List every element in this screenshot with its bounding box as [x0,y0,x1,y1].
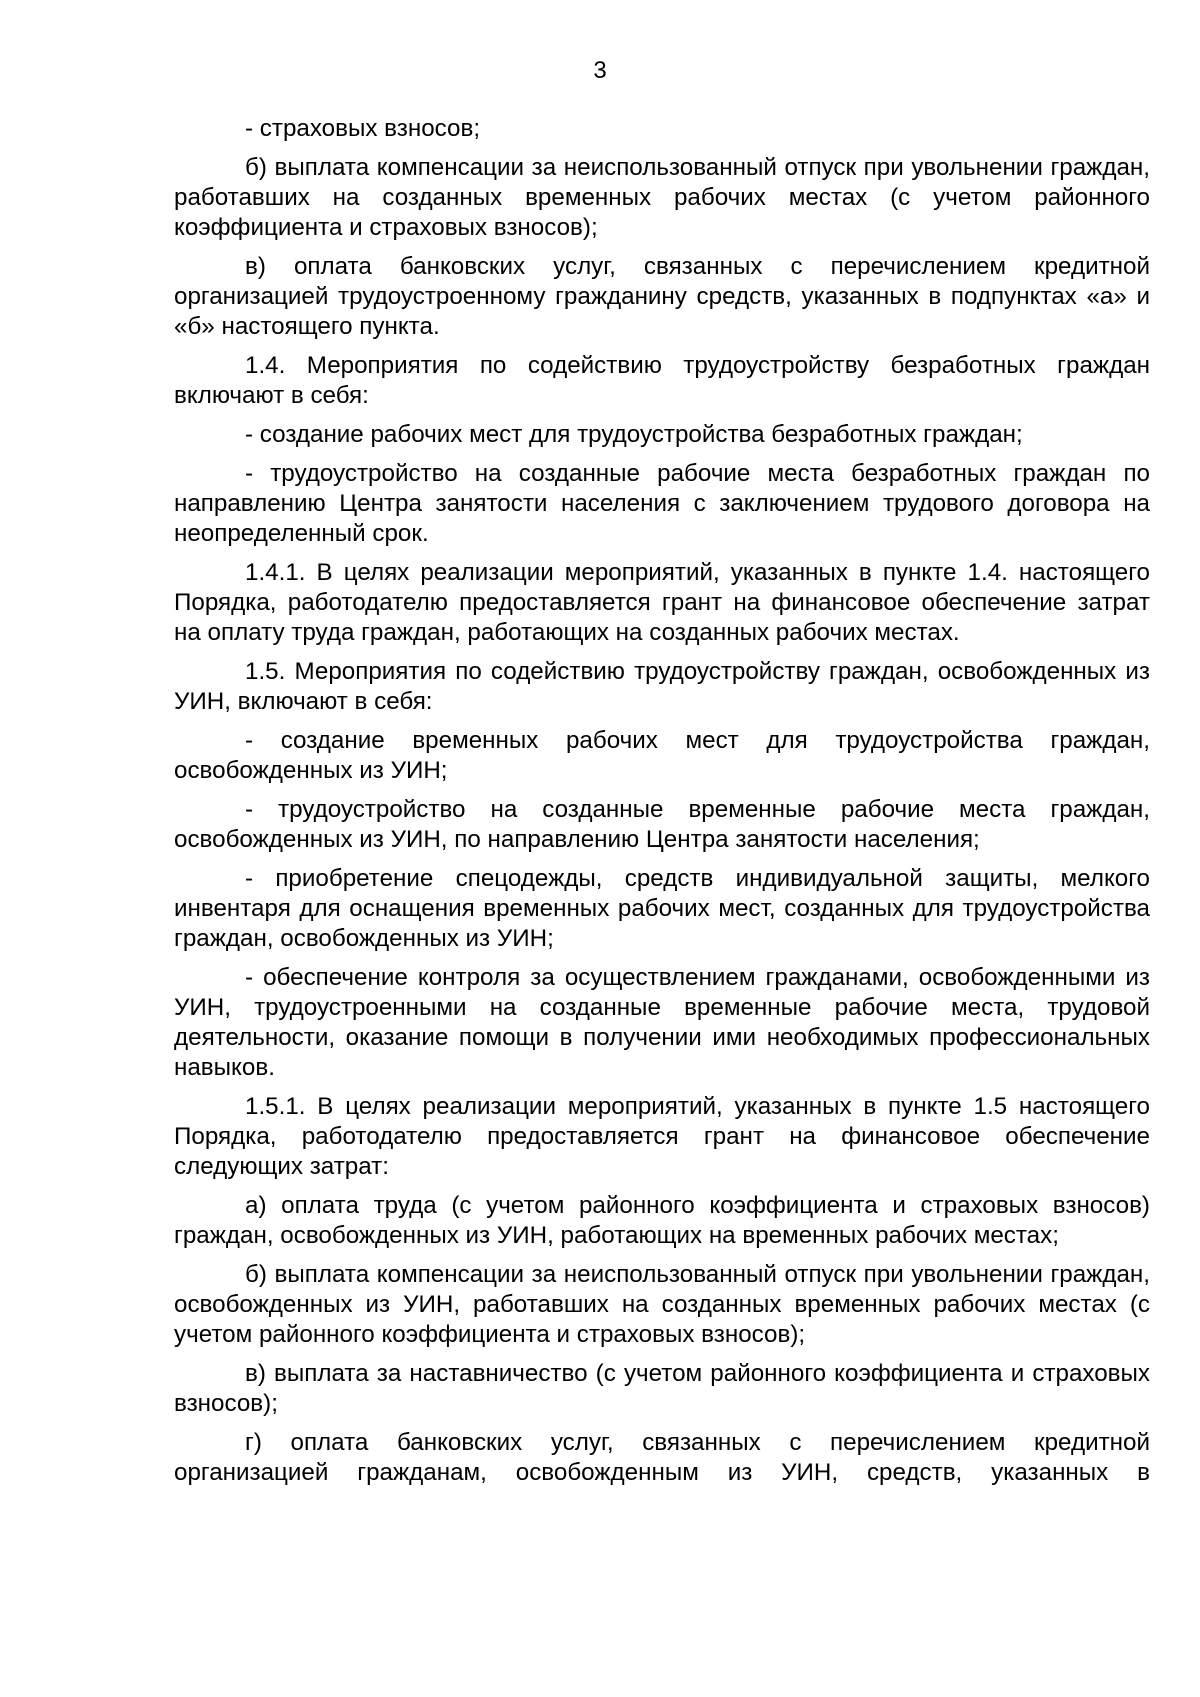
paragraph-section-1-4: 1.4. Мероприятия по содействию трудоустройству безработных граждан включают в себя: [174,352,1150,409]
paragraph-supervision: - обеспечение контроля за осуществлением гражданами, освобожденными из УИН, трудоустроенными на созданные временные рабочие места, трудовой деятельности, оказание помощи в получении ими необходимых профессиональных навыков. [174,964,1150,1081]
paragraph-labor-payment: а) оплата труда (с учетом районного коэффициента и страховых взносов) граждан, освобожденных из УИН, работающих на временных рабочих местах; [174,1192,1150,1249]
page-number: 3 [593,57,607,84]
paragraph-mentorship-payment: в) выплата за наставничество (с учетом районного коэффициента и страховых взносов); [174,1360,1150,1417]
paragraph-vacation-compensation-uin: б) выплата компенсации за неиспользованный отпуск при увольнении граждан, освобожденных из УИН, работавших на созданных временных рабочих местах (с учетом районного коэффициента и страховых взносов); [174,1261,1150,1348]
document-body [174,114,1150,1497]
paragraph-section-1-5: 1.5. Мероприятия по содействию трудоустройству граждан, освобожденных из УИН, включают в себя: [174,658,1150,715]
paragraph-vacation-compensation: б) выплата компенсации за неиспользованный отпуск при увольнении граждан, работавших на созданных временных рабочих местах (с учетом районного коэффициента и страховых взносов); [174,154,1150,241]
paragraph-section-1-5-1: 1.5.1. В целях реализации мероприятий, указанных в пункте 1.5 настоящего Порядка, работодателю предоставляется грант на финансовое обеспечение следующих затрат: [174,1093,1150,1180]
paragraph-insurance-contributions: - страховых взносов; [245,115,481,142]
paragraph-create-jobs: - создание рабочих мест для трудоустройства безработных граждан; [245,421,1023,448]
paragraph-bank-services: в) оплата банковских услуг, связанных с перечислением кредитной организацией трудоустроенному гражданину средств, указанных в подпунктах «а» и «б» настоящего пункта. [174,253,1150,340]
paragraph-employment-unemployed: - трудоустройство на созданные рабочие места безработных граждан по направлению Центра занятости населения с заключением трудового договора на неопределенный срок. [174,460,1150,547]
paragraph-bank-services-uin: г) оплата банковских услуг, связанных с перечислением кредитной организацией гражданам, освобожденным из УИН, средств, указанных в [174,1429,1150,1486]
paragraph-create-temporary-jobs: - создание временных рабочих мест для трудоустройства граждан, освобожденных из УИН; [174,727,1150,784]
paragraph-equipment-purchase: - приобретение спецодежды, средств индивидуальной защиты, мелкого инвентаря для оснащения временных рабочих мест, созданных для трудоустройства граждан, освобожденных из УИН; [174,865,1150,952]
paragraph-section-1-4-1: 1.4.1. В целях реализации мероприятий, указанных в пункте 1.4. настоящего Порядка, работодателю предоставляется грант на финансовое обеспечение затрат на оплату труда граждан, работающих на созданных рабочих местах. [174,559,1150,646]
paragraph-employment-temporary: - трудоустройство на созданные временные рабочие места граждан, освобожденных из УИН, по направлению Центра занятости населения; [174,796,1150,853]
